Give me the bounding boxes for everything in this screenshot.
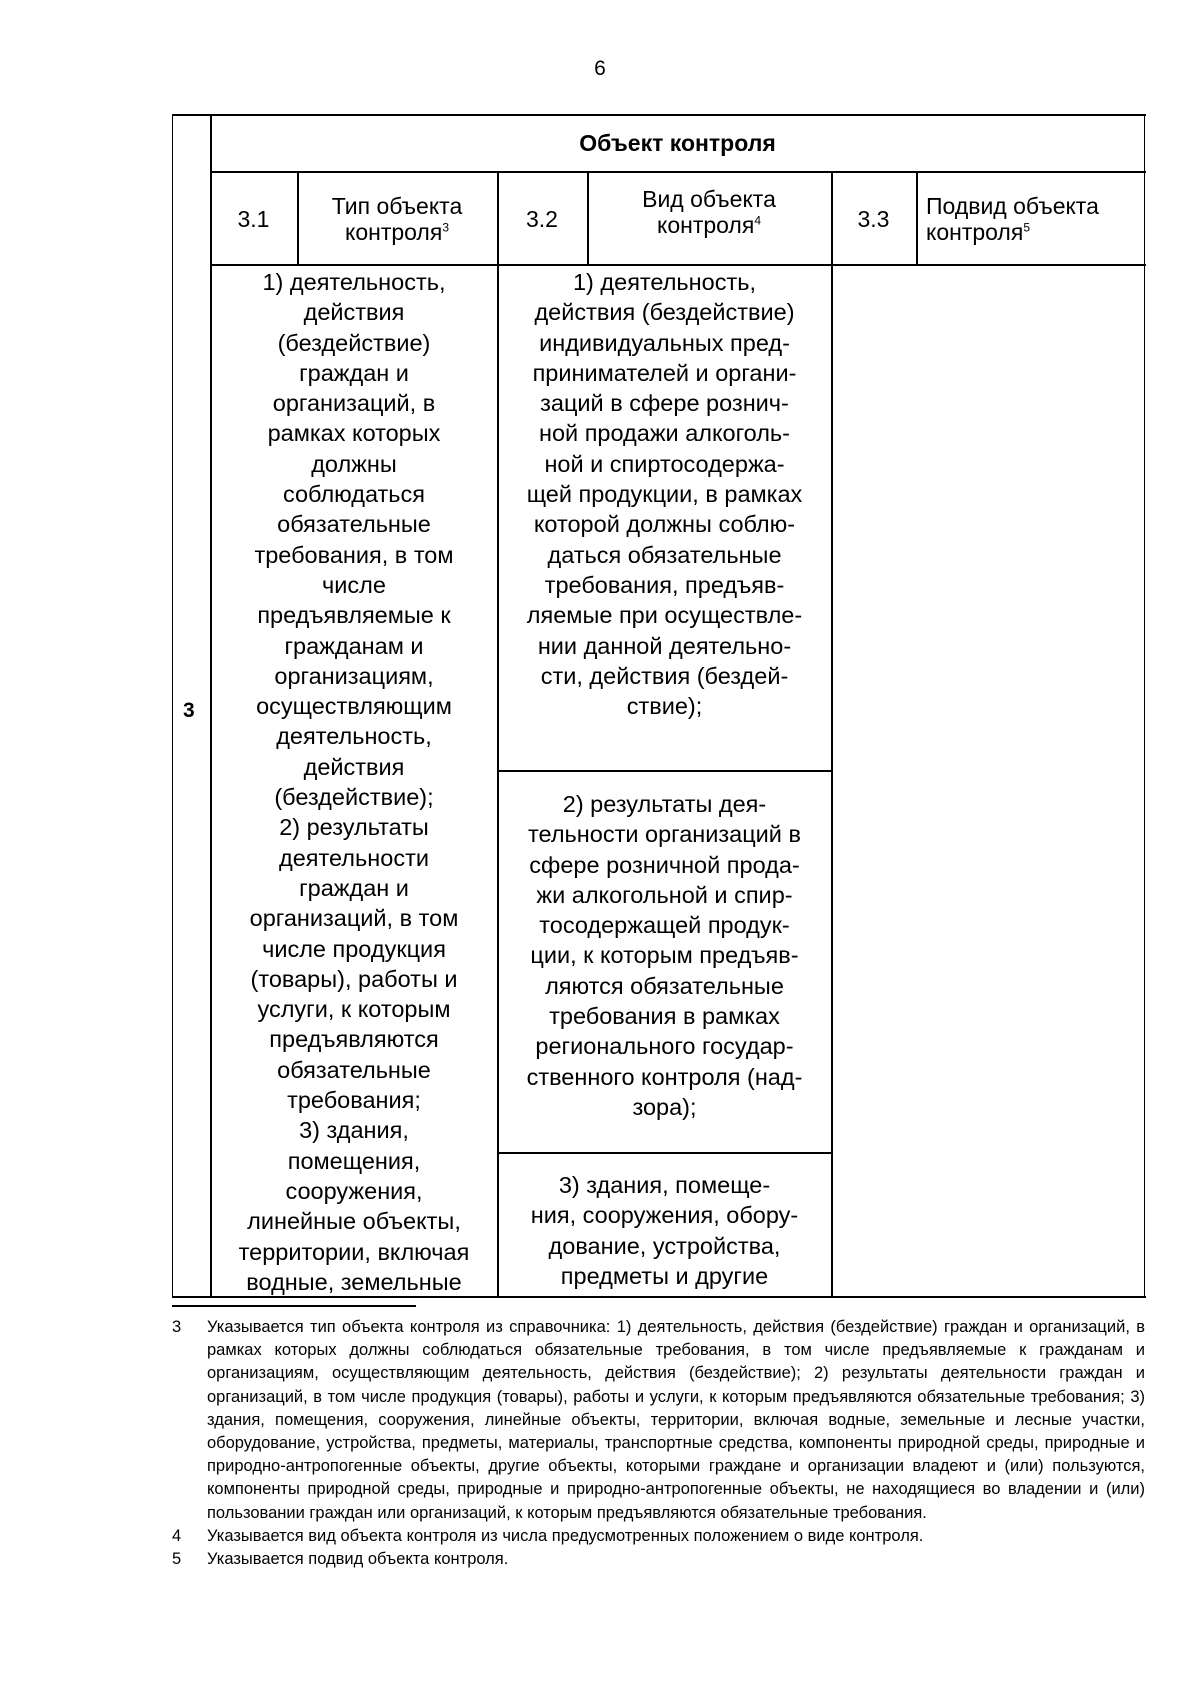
object-kind-text-2: 2) результаты дея- тельности организаций в сфере розничной прода- жи алкогольной и спир- тосодержащей продук- ции, к которым предъяв- ляются обязательные требования в рамках регионального государ- ственного контроля (над- зора); (526, 791, 803, 1120)
footnote-number: 4 (172, 1526, 182, 1545)
col-type-label: Тип объекта контроля (331, 192, 463, 245)
footnote-text: Указывается вид объекта контроля из числа предусмотренных положением о виде контроля. (207, 1526, 924, 1545)
kind-divider-2 (497, 1152, 831, 1154)
footnote-text: Указывается тип объекта контроля из справочника: 1) деятельность, действия (бездействие) граждан и организаций, в рамках которых должны соблюдаться обязательные требования, в том числе предъявляемые к гражданам и организациям, осуществляющим деятельность, действия (бездействие); 2) результаты деятельности граждан и организаций, в том числе продукция (товары), работы и услуги, к которым предъявляются обязательные требования; 3) здания, помещения, сооружения, линейные объекты, территории, включая водные, земельные и лесные участки, оборудование, устройства, предметы, материалы, транспортные средства, компоненты природной среды, природные и природно-антропогенные объекты, другие объекты, которыми граждане и организации владеют и (или) пользуются, компоненты природной среды, природные и природно-антропогенные объекты, не находящиеся во владении и (или) пользовании граждан или организаций, к которым предъявляются обязательные требования. (207, 1318, 1145, 1522)
footnotes (172, 1316, 1145, 1571)
footnote-number: 3 (172, 1318, 182, 1336)
col-3-1-number: 3.1 (237, 205, 270, 232)
col-kind-header (587, 165, 831, 258)
footnote-text: Указывается подвид объекта контроля. (207, 1550, 509, 1569)
col-kind-label: Вид объекта контроля (642, 185, 776, 238)
footnote-ref-4: 4 (754, 212, 761, 227)
footnote-ref-5: 5 (1023, 219, 1030, 234)
row-number: 3 (183, 699, 195, 722)
object-kind-text-1: 1) деятельность, действия (бездействие) индивидуальных пред- принимателей и органи- заций в сфере рознич- ной продажи алкоголь- ной и спиртосодержа- щей продукции, в рамках которой должны соблю- даться обязательные требования, предъяв- ляемые при осуществле- нии данной деятельно- сти, действия (бездей- ствие); (526, 269, 803, 720)
col-type-header (297, 172, 497, 265)
footnote-number: 5 (172, 1550, 182, 1569)
footnote-3 (172, 1316, 1145, 1525)
col-3-2-number: 3.2 (526, 205, 558, 232)
kind-divider-1 (497, 770, 831, 772)
footnote-4 (172, 1525, 1145, 1548)
col-subkind-header (916, 172, 1145, 265)
table-title: Объект контроля (579, 130, 776, 156)
footnote-5 (172, 1548, 1145, 1571)
footnote-ref-3: 3 (442, 219, 449, 234)
col-subkind-label: Подвид объекта контроля (926, 192, 1099, 245)
col-3-3-number: 3.3 (857, 205, 890, 232)
page-number: 6 (594, 57, 606, 80)
object-type-text: 1) деятельность, действия (бездействие) граждан и организаций, в рамках которых должны соблюдаться обязательные требования, в том числе предъявляемые к гражданам и организациям, осуществляющим деятельность, действия (бездействие); 2) результаты деятельности граждан и организаций, в том числе продукция (товары), работы и услуги, к которым предъявляются обязательные требования; 3) здания, помещения, сооружения, линейные объекты, территории, включая водные, земельные (238, 269, 470, 1295)
footnote-separator (172, 1305, 416, 1307)
kind-column-divider (831, 171, 833, 1297)
object-kind-text-3: 3) здания, помеще- ния, сооружения, обору- дование, устройства, предметы и другие (530, 1172, 799, 1289)
